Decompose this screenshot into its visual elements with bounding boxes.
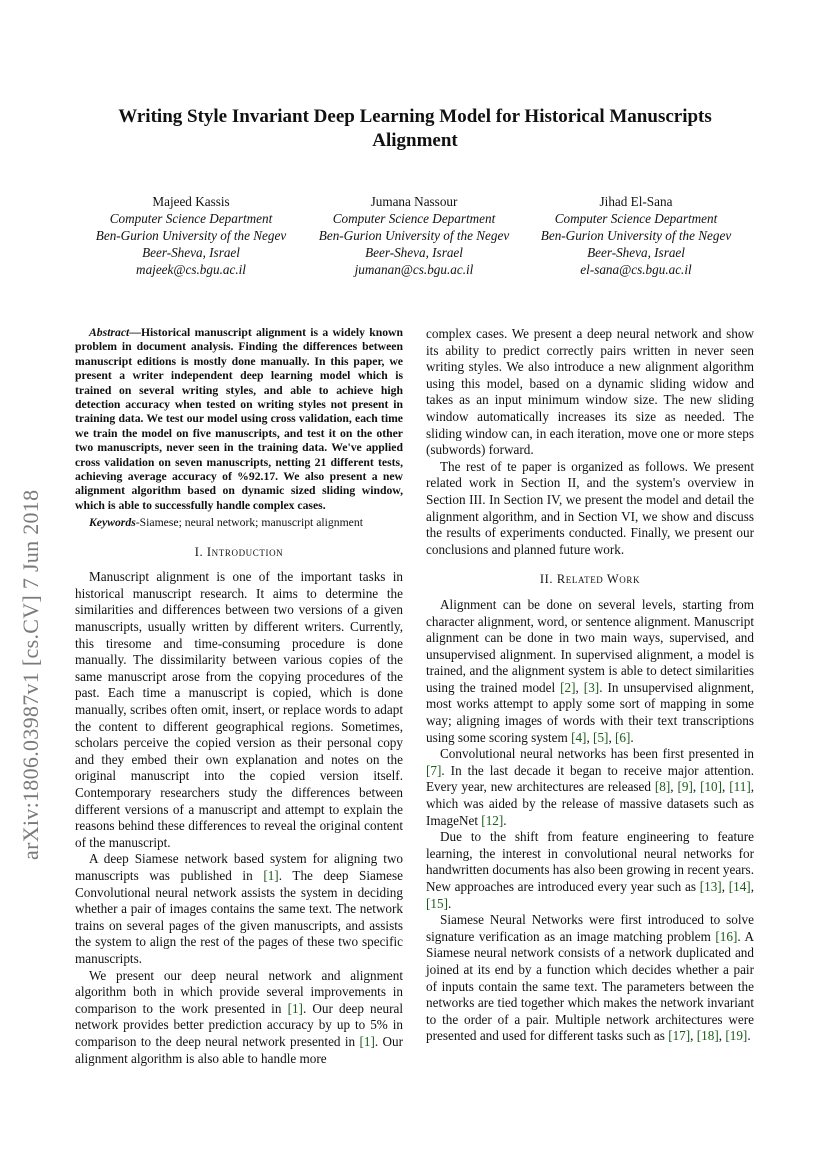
author-univ: Ben-Gurion University of the Negev xyxy=(318,228,510,243)
abstract xyxy=(75,326,403,513)
abstract-text: —Historical manuscript alignment is a widely known problem in document analysis. Finding the differences between manuscript editions is mostly done manually. In this paper, we present a writer independent deep learning model which is trained on several writing styles, and able to achieve high detection accuracy when tested on writing styles not present in training data. We test our model using cross validation, each time we train the model on five manuscripts, and test it on the other two manuscripts, never seen in the training data. We've applied cross validation on seven manuscripts, netting 21 different tests, achieving average accuracy of %92.17. We also present a new alignment algorithm based on dynamic sized sliding window, which is able to successfully handle complex cases. xyxy=(75,326,403,512)
author-name: Majeed Kassis xyxy=(152,194,230,209)
author-email: majeek@cs.bgu.ac.il xyxy=(136,262,246,277)
text-span: , xyxy=(750,879,754,894)
author-city: Beer-Sheva, Israel xyxy=(142,245,240,260)
text-span: , xyxy=(586,729,594,745)
related-paragraph-4 xyxy=(426,912,754,1045)
text-span: , xyxy=(670,779,678,795)
author-city: Beer-Sheva, Israel xyxy=(587,245,685,260)
citation-link[interactable]: [15] xyxy=(426,895,448,911)
citation-link[interactable]: [12] xyxy=(481,812,504,828)
text-span: , xyxy=(575,679,584,695)
author-block-3 xyxy=(526,193,746,278)
abstract-lead: Abstract xyxy=(89,326,130,339)
text-span: . In the last decade it began to receive major attention. Every year, new architectures are released xyxy=(426,762,754,795)
citation-link[interactable]: [19] xyxy=(725,1028,748,1044)
intro-continued-paragraph: complex cases. We present a deep neural network and show its ability to predict correctly pairs written in never seen writing styles. We also introduce a new alignment algorithm using this model, based on a dynamic sliding widow and takes as an input minimum window size. The new sliding window automatically increases its size as needed. The sliding window can, in each iteration, move one or more steps (subwords) forward. xyxy=(426,326,754,458)
text-span: . In unsupervised alignment, most works attempt to apply some sort of mapping in some way; aligning images of words with their text transcriptions using some scoring system xyxy=(426,679,754,745)
author-block-1 xyxy=(81,193,301,278)
text-span: . xyxy=(630,729,634,745)
citation-link[interactable]: [2] xyxy=(560,679,576,695)
text-span: We present our deep neural network and alignment algorithm both in which provide several improvements in comparison to the work presented in xyxy=(75,967,403,1016)
text-span: , which was aided by the release of massive datasets such as ImageNet xyxy=(426,779,755,828)
text-span: Alignment can be done on several levels, starting from character alignment, word, or sentence alignment. Manuscript alignment can be done in two main ways, supervised, and unsupervised alignment. In supervised alignment, a model is trained, and the alignment system is able to detect similarities using the trained model xyxy=(426,596,754,695)
text-span: Due to the shift from feature engineering to feature learning, the interest in convolutional neural networks for handwritten documents has also been growing in recent years. New approaches are introduced every year such as xyxy=(426,829,754,894)
keywords-text: -Siamese; neural network; manuscript alignment xyxy=(135,516,363,530)
text-span: , xyxy=(692,779,701,795)
citation-link[interactable]: [17] xyxy=(668,1028,691,1044)
author-email: el-sana@cs.bgu.ac.il xyxy=(580,262,692,277)
author-dept: Computer Science Department xyxy=(332,211,496,226)
text-span: . Our alignment algorithm is also able to handle more xyxy=(75,1033,403,1066)
author-univ: Ben-Gurion University of the Negev xyxy=(540,228,732,243)
text-span: . xyxy=(503,812,507,828)
text-span: , xyxy=(718,1028,726,1044)
citation-link[interactable]: [3] xyxy=(583,679,600,695)
citation-link[interactable]: [4] xyxy=(571,729,587,745)
text-span: Siamese Neural Networks were first introduced to solve signature verification as an image matching problem xyxy=(426,912,754,944)
organization-paragraph: The rest of te paper is organized as follows. We present related work in Section II, and the system's overview in Section III. In Section IV, we present the model and detail the alignment algorithm, and in Section VI, we show and discuss the results of experiments conducted. Finally, we present our conclusions and planned future work. xyxy=(426,458,754,557)
intro-paragraph-3 xyxy=(75,968,403,1068)
title-line-1: Writing Style Invariant Deep Learning Model for Historical Manuscripts xyxy=(118,106,712,127)
citation-link[interactable]: [10] xyxy=(700,779,723,795)
author-block-2 xyxy=(304,193,524,278)
citation-link[interactable]: [18] xyxy=(696,1028,719,1044)
text-span: . Our deep neural network provides better prediction accuracy by up to 5% in comparison to the deep neural network presented in xyxy=(75,1000,403,1049)
keywords xyxy=(75,516,403,530)
citation-link[interactable]: [13] xyxy=(699,879,722,894)
right-column xyxy=(426,326,754,1045)
text-span: . xyxy=(747,1028,751,1044)
citation-link[interactable]: [8] xyxy=(654,779,671,795)
text-span: A deep Siamese network based system for aligning two manuscripts was published in xyxy=(75,851,403,883)
author-dept: Computer Science Department xyxy=(109,211,273,226)
text-span: , xyxy=(721,879,729,894)
paper-title xyxy=(95,105,735,153)
text-span: , xyxy=(608,729,616,745)
citation-link[interactable]: [5] xyxy=(593,729,609,745)
arxiv-side-stamp: arXiv:1806.03987v1 [cs.CV] 7 Jun 2018 xyxy=(18,489,43,860)
title-line-2: Alignment xyxy=(372,130,458,151)
author-univ: Ben-Gurion University of the Negev xyxy=(95,228,287,243)
citation-link[interactable]: [1] xyxy=(359,1033,375,1049)
text-span: , xyxy=(690,1028,697,1044)
author-city: Beer-Sheva, Israel xyxy=(365,245,463,260)
text-span: Convolutional neural networks has been first presented in xyxy=(440,746,754,762)
citation-link[interactable]: [11] xyxy=(729,779,751,795)
author-name: Jihad El-Sana xyxy=(599,194,673,209)
text-span: . The deep Siamese Convolutional neural network assists the system in deciding whether a pair of images contains the same text. The network trains on several pages of the given manuscripts, and assists the system to align the rest of the pages of these two specific manuscripts. xyxy=(75,867,404,966)
citation-link[interactable]: [7] xyxy=(426,762,442,778)
related-paragraph-2 xyxy=(426,746,754,829)
citation-link[interactable]: [9] xyxy=(677,779,693,795)
citation-link[interactable]: [14] xyxy=(728,879,751,894)
citation-link[interactable]: [1] xyxy=(287,1000,303,1016)
left-column xyxy=(75,326,403,1067)
related-paragraph-3 xyxy=(426,829,754,912)
text-span: . xyxy=(447,895,452,911)
related-paragraph-1 xyxy=(426,597,754,746)
text-span: . A Siamese neural network consists of a network duplicated and joined at its end by a function which decides whether a pair of inputs contain the same text. The parameters between the networks are tied together which makes the network invariant to the order of a pair. Multiple network architectures were presented and used for different tasks such as xyxy=(426,928,754,1044)
author-name: Jumana Nassour xyxy=(370,194,458,209)
author-dept: Computer Science Department xyxy=(554,211,718,226)
citation-link[interactable]: [6] xyxy=(615,729,631,745)
section-heading-related-work: II. Related Work xyxy=(539,572,641,587)
intro-paragraph-1: Manuscript alignment is one of the important tasks in historical manuscript research. It aims to determine the similarities and differences between two versions of a given manuscripts, usually written by different writers. Currently, this tiresome and time-consuming procedure is done manually. The dissimilarity between various copies of the same manuscript arose from the copying procedures of the past. Each time a manuscript is copied, which is done manually, scribes often omit, insert, or replace words to adapt the content to different geographical regions. Sometimes, scholars perceive the copied version as their personal copy and they embed their own explanation and notes on the original manuscript into the copied version itself. Contemporary researchers study the differences between different versions of a manuscript and attempt to explain the reasons behind these differences to reveal the original content of the manuscript. xyxy=(75,569,403,850)
citation-link[interactable]: [1] xyxy=(263,867,279,883)
intro-paragraph-2 xyxy=(75,851,403,967)
text-span: , xyxy=(722,779,730,795)
author-email: jumanan@cs.bgu.ac.il xyxy=(354,262,474,277)
section-heading-introduction: I. Introduction xyxy=(194,544,284,559)
keywords-lead: Keywords xyxy=(89,516,136,530)
citation-link[interactable]: [16] xyxy=(715,928,738,944)
